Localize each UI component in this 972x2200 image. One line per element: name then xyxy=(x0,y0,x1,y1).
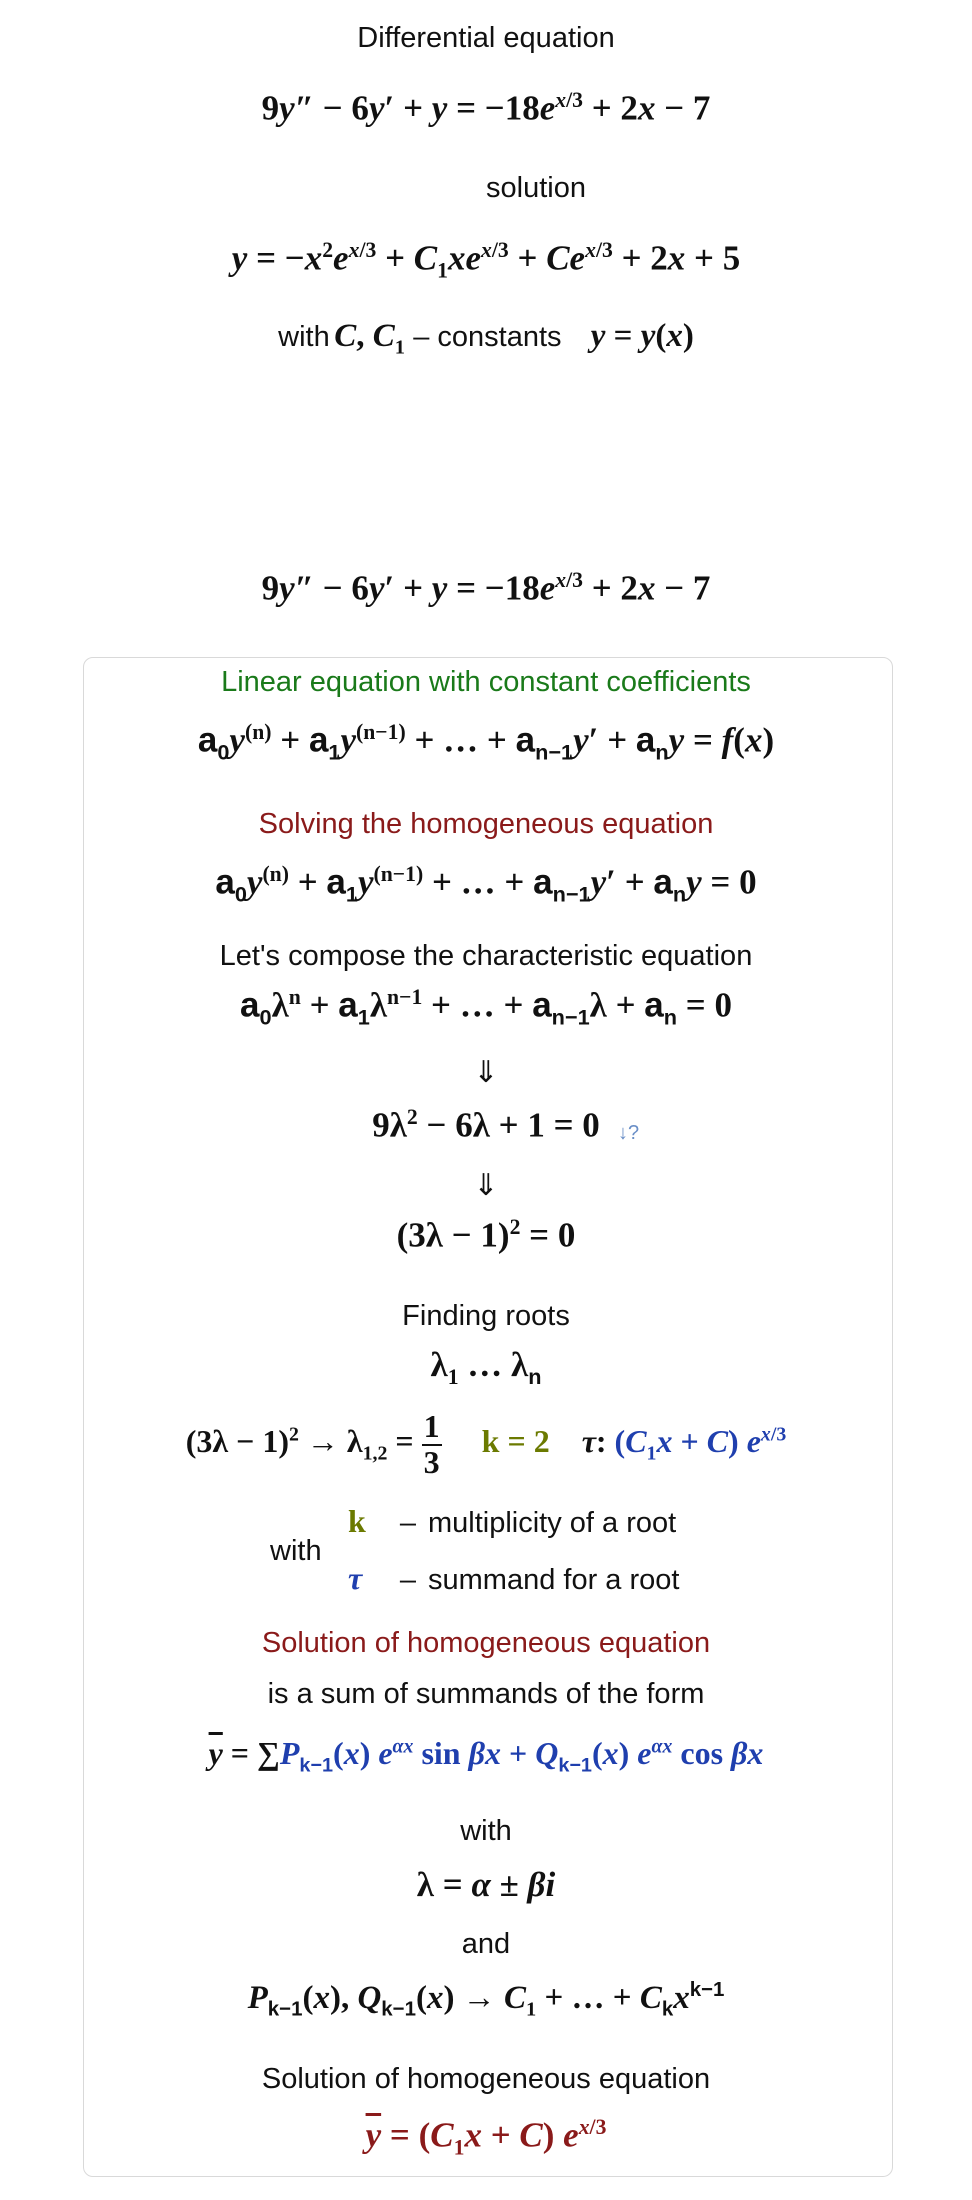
solution-homog-final-label: Solution of homogeneous equation xyxy=(261,2063,711,2095)
constants-label: constants xyxy=(437,321,562,353)
solution-homog-title: Solution of homogeneous equation xyxy=(261,1627,711,1659)
definitions-with-label: with xyxy=(270,1535,322,1567)
linear-general-form: $a_0y^{(n)} + a_1y^{(n-1)}$ + … + $a_{n-1}y' + a_ny = f(x)$ xyxy=(197,720,775,765)
with-label: with xyxy=(278,321,330,353)
sum-text: is a sum of summands of the form xyxy=(267,1678,705,1710)
general-solution: $y = -x^2e^{x/3} + C_1xe^{x/3} + Ce^{x/3} + 2x + 5$ xyxy=(231,238,741,283)
homogeneous-form: $a_0y^{(n)} + a_1y^{(n-1)}$ + … + $a_{n-1}y' + a_ny = 0$ xyxy=(215,862,757,907)
homogeneous-solution: $\overline{y} = (C_1x + C)$ $e^{x/3}$ xyxy=(365,2115,607,2160)
k-definition-row: k – multiplicity of a root xyxy=(348,1503,677,1539)
implies-arrow-2: ⇓ xyxy=(473,1169,499,1202)
characteristic-equation: $9\lambda^2 - 6\lambda + 1 = 0$ xyxy=(372,1105,600,1145)
equation-restated: $9y'' - 6y' + y = -18e^{x/3} + 2x - 7$ xyxy=(261,568,711,608)
lambda-form: λ = α ± βi xyxy=(416,1865,556,1904)
summand-form: $\overline{y} = \sum P_{k-1}(x)$ $e^{\alpha x}$ $\sin \beta x + Q_{k-1}(x)$ $e^{\alpha x}$ cos βx xyxy=(208,1735,764,1777)
root-result: $(3\lambda - 1)^2 \to \lambda_{1,2}$ = $\frac{1}{3}$ k = 2 τ: $(C_1x + C)$ $e^{x/3}$ xyxy=(185,1408,787,1480)
homogeneous-title: Solving the homogeneous equation xyxy=(258,808,714,840)
constants-line: with C, $C_1$ – constants y = y(x) xyxy=(278,318,694,359)
finding-roots: Finding roots xyxy=(402,1300,570,1332)
tau-definition-row: τ – summand for a root xyxy=(348,1560,680,1596)
linear-title: Linear equation with constant coefficients xyxy=(221,666,751,698)
roots-list: $\lambda_1$ … $\lambda_n$ xyxy=(430,1345,542,1389)
implies-arrow-1: ⇓ xyxy=(473,1056,499,1089)
compose-text: Let's compose the characteristic equation xyxy=(219,940,753,972)
equation-main: $9y'' - 6y' + y = -18e^{x/3} + 2x - 7$ xyxy=(261,88,711,128)
factored-equation: $(3\lambda - 1)^2 = 0$ xyxy=(396,1215,576,1255)
characteristic-general: $a_0\lambda^n + a_1\lambda^{n-1}$ + … + $a_{n-1}\lambda + a_n = 0$ xyxy=(240,985,732,1030)
polynomial-form: $P_{k-1}(x)$, $Q_{k-1}(x) \to C_1$ + … + $C_kx^{k-1}$ xyxy=(247,1978,725,2021)
and-label: and xyxy=(461,1928,511,1960)
page-title: Differential equation xyxy=(357,22,615,54)
solution-label: solution xyxy=(486,172,586,204)
hint-icon[interactable]: ↓? xyxy=(618,1122,640,1144)
with-label-2: with xyxy=(460,1815,512,1847)
